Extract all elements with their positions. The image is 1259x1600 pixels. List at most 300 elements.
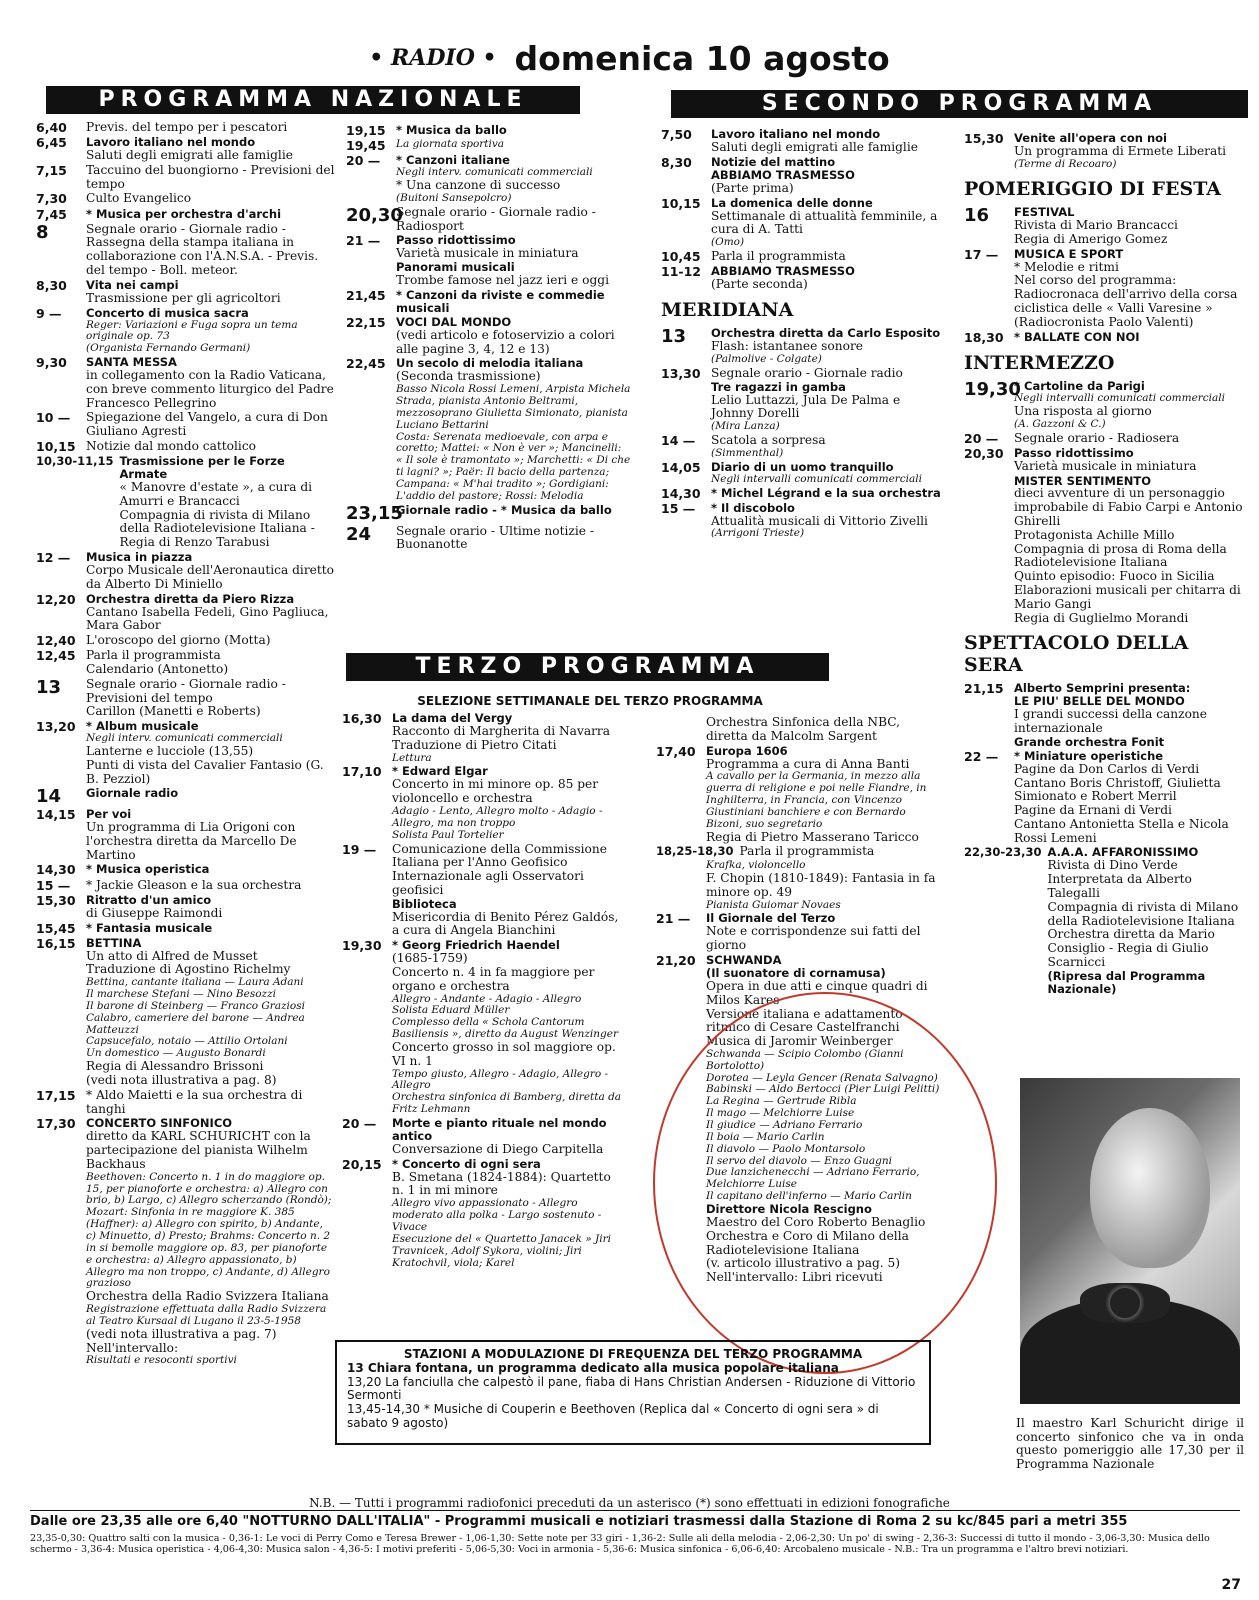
programme-text: (Radiocronista Paolo Valenti) <box>1014 314 1194 329</box>
programme-text: Culto Evangelico <box>86 191 192 206</box>
programme-body <box>396 139 631 153</box>
programme-body <box>711 197 946 249</box>
programme-entry <box>36 440 336 454</box>
programme-note: Solista Paul Tortelier <box>392 828 504 841</box>
programme-entry <box>964 447 1247 474</box>
programme-body <box>1014 447 1247 474</box>
programme-time: 14 <box>36 786 62 808</box>
programme-text: Versione italiana e adattamento ritmico di Cesare Castelfranchi <box>706 1006 903 1035</box>
programme-text: Pagine da Ernani di Verdi <box>1014 803 1172 818</box>
programme-body <box>86 649 336 677</box>
programme-time: 13,20 <box>36 719 76 735</box>
programme-entry <box>661 502 946 541</box>
programme-title: Per voi <box>86 807 132 822</box>
programme-entry <box>36 121 336 135</box>
programme-time: 17,15 <box>36 1087 76 1103</box>
programme-note: Pianista Guiomar Novaes <box>706 898 841 911</box>
programme-title: Grande orchestra Fonit <box>1014 734 1165 749</box>
programme-entry <box>36 1117 336 1367</box>
programme-entry <box>346 139 631 153</box>
programme-entry <box>36 356 336 410</box>
programme-body <box>711 502 946 541</box>
programme-title: Musica in piazza <box>86 550 193 565</box>
programme-text: Un programma di Lia Origoni con l'orchestra diretta da Marcello De Martino <box>86 820 297 862</box>
programme-body <box>711 128 946 155</box>
programme-title: MISTER SENTIMENTO <box>1014 473 1151 488</box>
programme-entry <box>36 208 336 222</box>
programme-title: Un secolo di melodia italiana <box>396 356 584 371</box>
programme-title: VOCI DAL MONDO <box>396 314 512 329</box>
programme-text: Orchestra Sinfonica della NBC, diretta da Malcolm Sargent <box>706 716 901 743</box>
programme-note: Tempo giusto, Allegro - Adagio, Allegro - Allegro <box>392 1067 609 1092</box>
programme-text: (Seconda trasmissione) <box>396 369 541 384</box>
programme-entry <box>346 206 631 234</box>
programme-text: Compagnia di prosa di Roma della Radiotelevisione Italiana <box>1014 541 1227 570</box>
programme-body <box>86 1117 336 1367</box>
programme-body <box>396 154 631 204</box>
programme-time: 21,20 <box>656 953 696 969</box>
programme-text: Orchestra della Radio Svizzera Italiana <box>86 1289 329 1304</box>
programme-title: * Georg Friedrich Haendel <box>392 938 560 953</box>
programme-body <box>392 712 624 764</box>
programme-entry <box>36 808 336 862</box>
programme-title: Orchestra diretta da Carlo Esposito <box>711 326 941 341</box>
programme-time: 15,30 <box>36 892 76 908</box>
programme-entry <box>661 156 946 196</box>
programme-entry <box>661 367 946 433</box>
programme-entry <box>346 504 631 524</box>
programme-text: * Melodie e ritmi <box>1014 259 1119 274</box>
programme-body <box>396 289 631 315</box>
programme-title: * Miniature operistiche <box>1014 748 1164 763</box>
programme-note: Allegro - Andante - Adagio - Allegro <box>392 992 582 1005</box>
programme-text: Segnale orario - Ultime notizie - Buonanotte <box>396 523 594 552</box>
programme-note: Negli intervalli comunicati commerciali <box>1014 392 1226 405</box>
programme-note: Lettura <box>392 751 432 764</box>
programme-title: CONCERTO SINFONICO <box>86 1116 233 1131</box>
programme-note: Complesso della « Schola Cantorum Basiliensis », diretto da August Wenzinger <box>392 1016 619 1041</box>
programme-text: Un programma di Ermete Liberati <box>1014 143 1227 158</box>
programme-entry <box>342 1117 624 1157</box>
programme-entry <box>661 327 946 366</box>
programme-body <box>706 716 941 744</box>
programme-title: Morte e pianto rituale nel mondo antico <box>392 1115 607 1143</box>
programme-text: Cantano Antonietta Stella e Nicola Rossi Lemeni <box>1014 816 1229 845</box>
programme-body <box>86 787 336 807</box>
programme-text: I grandi successi della canzone internazionale <box>1014 707 1207 735</box>
programme-entry <box>346 154 631 204</box>
programme-note: Bettina, cantante italiana — Laura Adani <box>86 976 304 989</box>
programme-entry <box>36 164 336 192</box>
programme-text: Segnale orario - Giornale radio - Previsioni del tempo <box>86 676 286 705</box>
programme-note: Negli intervalli comunicati commerciali <box>711 472 923 485</box>
programme-body <box>706 745 941 845</box>
programme-text: Regia di Pietro Masserano Taricco <box>706 829 919 844</box>
programme-note: Reger: Variazioni e Fuga sopra un tema originale op. 73 <box>86 318 298 343</box>
programme-title: SANTA MESSA <box>86 355 177 370</box>
programme-body <box>86 937 336 1088</box>
programme-body <box>396 206 631 234</box>
photo-bowtie <box>1080 1283 1170 1323</box>
programme-time: 21 — <box>656 911 691 927</box>
programme-body <box>86 593 336 634</box>
programme-note: Il barone di Steinberg — Franco Graziosi <box>86 999 305 1012</box>
programme-text: B. Smetana (1824-1884): Quartetto n. 1 in mi minore <box>392 1169 611 1198</box>
programme-text: Concerto n. 4 in fa maggiore per organo e orchestra <box>392 964 595 993</box>
programme-entry <box>36 634 336 648</box>
programme-title: La domenica delle donne <box>711 195 873 210</box>
programme-note: Allegro vivo appassionato - Allegro moderato alla polka - Largo sostenuto - Vivace <box>392 1197 602 1233</box>
programme-entry <box>342 843 624 939</box>
programme-title: * Edward Elgar <box>392 764 488 779</box>
programme-time: 7,15 <box>36 162 67 178</box>
programme-body <box>86 808 336 862</box>
programme-text: Nel corso del programma: Radiocronaca dell'arrivo della corsa ciclistica delle « Valli Varesine » <box>1014 273 1238 315</box>
programme-note: Costa: Serenata medioevale, con arpa e coretto; Mattei: « Non è ver »; Mancinelli: « Il sole è tramontato »; Marchetti: « Di che ti lagni? »; Paër: Il bacio della partenza; Campana: « M'hai tradito »; Gordigiani: L'addio del pastore; Rossi: Melodia <box>396 430 631 502</box>
programme-title: BETTINA <box>86 935 142 950</box>
programme-text: Cantano Isabella Fedeli, Gino Pagliuca, Mara Gabor <box>86 604 329 633</box>
programme-note: Due lanzichenecchi — Adriano Ferrario, Melchiorre Luise <box>706 1166 920 1191</box>
programme-text: Flash: istantanee sonore <box>711 339 863 354</box>
section-heading: POMERIGGIO DI FESTA <box>964 177 1222 200</box>
programme-title: Lavoro italiano nel mondo <box>711 128 881 141</box>
section-heading: SPETTACOLO DELLA SERA <box>964 632 1189 676</box>
programme-title: (Ripresa dal Programma Nazionale) <box>1047 968 1206 996</box>
programme-time: 20 — <box>342 1115 377 1131</box>
programme-text: (Parte prima) <box>711 180 794 195</box>
programme-time: 9 — <box>36 305 62 321</box>
programme-text: « Manovre d'estate », a cura di Amurri e Brancacci <box>119 480 313 508</box>
programme-text: Conversazione di Diego Carpitella <box>392 1141 604 1156</box>
programme-time: 19,15 <box>346 124 386 138</box>
programme-body <box>86 136 336 163</box>
programme-text: Settimanale di attualità femminile, a cura di A. Tatti <box>711 208 938 237</box>
programme-note: Basso Nicola Rossi Lemeni, Arpista Michela Strada, pianista Antonio Beltrami, mezzosoprano Giulietta Simionato, pianista Luciano Bettarini <box>396 383 631 431</box>
programme-entry <box>656 912 941 953</box>
programme-note: Capsucefalo, notaio — Attilio Ortolani <box>86 1035 288 1048</box>
programme-entry <box>36 863 336 877</box>
notturno-heading: Dalle ore 23,35 alle ore 6,40 "NOTTURNO DALL'ITALIA" - Programmi musicali e notiziari trasmessi dalla Stazione di Roma 2 su kc/845 pari a metri 355 <box>30 1514 1128 1529</box>
programme-title: Biblioteca <box>392 896 457 911</box>
programme-time <box>656 860 706 911</box>
programme-title: * BALLATE CON NOI <box>1014 329 1140 344</box>
programme-entry <box>36 223 336 278</box>
programme-time: 10,15 <box>661 195 701 211</box>
programme-note: Babinski — Aldo Bertocci (Pier Luigi Pelitti) <box>706 1083 940 1096</box>
programme-title: Orchestra diretta da Piero Rizza <box>86 591 295 606</box>
programme-note: Orchestra sinfonica di Bamberg, diretta da Fritz Lehmann <box>392 1091 622 1116</box>
programme-body <box>711 487 946 501</box>
programme-body <box>706 860 941 911</box>
programme-text: Note e corrispondenze sui fatti del giorno <box>706 924 921 953</box>
programme-entry <box>36 136 336 163</box>
terzo-column-a <box>342 712 624 1338</box>
programme-time: 16 <box>964 205 990 227</box>
programme-note: Dorotea — Leyla Gencer (Renata Salvagno) <box>706 1071 938 1084</box>
programme-note: Il servo del diavolo — Enzo Guagni <box>706 1154 893 1167</box>
programme-text: Elaborazioni musicali per chitarra di Mario Gangi <box>1014 582 1241 611</box>
programme-title: * Musica operistica <box>86 862 210 877</box>
nazionale-column-b <box>346 124 631 648</box>
programme-entry <box>964 475 1247 626</box>
programme-time: 24 <box>346 523 372 545</box>
programme-time: 16,15 <box>36 935 76 951</box>
programme-time: 12,20 <box>36 591 76 607</box>
programme-entry <box>964 331 1247 345</box>
programme-time: 15,45 <box>36 920 76 936</box>
programme-body <box>1014 248 1247 330</box>
programme-note: Calabro, cameriere del barone — Andrea Matteuzzi <box>86 1011 305 1036</box>
programme-note: Schwanda — Scipio Colombo (Gianni Bortolotto) <box>706 1047 904 1072</box>
programme-note: La giornata sportiva <box>396 138 505 151</box>
programme-title: Concerto di musica sacra <box>86 305 249 320</box>
programme-body <box>396 357 631 502</box>
programme-text: Concerto grosso in sol maggiore op. VI n. 1 <box>392 1039 616 1068</box>
programme-body <box>86 678 336 719</box>
programme-entry <box>346 316 631 357</box>
programme-text: Nell'intervallo: <box>86 1340 179 1355</box>
notturno-detail: 23,35-0,30: Quattro salti con la musica - 0,36-1: Le voci di Perry Como e Teresa Brewer - 1,06-1,30: Sette note per 33 giri - 1,36-2: Sulle ali della melodia - 2,06-2,30: Un po' di swing - 2,36-3: Successi di tutto il mondo - 3,06-3,30: Musica dello schermo - 3,36-4: Musica operistica - 4,06-4,30: Musica salon - 4,36-5: I motivi preferiti - 5,06-5,30: Voci in armonia - 5,36-6: Musica sinfonica - 6,06-6,40: Arcobaleno musicale - N.B.: Tra un programma e l'altro brevi notiziari. <box>30 1533 1210 1555</box>
programme-text: Protagonista Achille Millo <box>1014 527 1175 542</box>
programme-text: Regia di Amerigo Gomez <box>1014 231 1168 246</box>
programme-time: 14,30 <box>36 862 76 878</box>
programme-text: di Giuseppe Raimondi <box>86 905 223 920</box>
programme-title: * Michel Légrand e la sua orchestra <box>711 485 941 500</box>
programme-entry <box>36 411 336 439</box>
programme-time: 23,15 <box>346 502 403 524</box>
programme-body <box>86 863 336 877</box>
programme-note: (Mira Lanza) <box>711 420 780 433</box>
programme-text: Parla il programmista <box>86 648 221 663</box>
programme-entry <box>661 434 946 460</box>
programme-title: Venite all'opera con noi <box>1014 132 1167 145</box>
programme-entry <box>36 1089 336 1117</box>
programme-text: Nell'intervallo: Libri ricevuti <box>706 1270 883 1285</box>
programme-time: 12,45 <box>36 648 76 664</box>
programme-text: Calendario (Antonetto) <box>86 662 229 677</box>
programme-entry <box>36 894 336 921</box>
programme-text: Traduzione di Pietro Citati <box>392 737 557 752</box>
programme-entry <box>36 279 336 306</box>
programme-body <box>396 504 631 524</box>
secondo-column-b <box>964 132 1247 1072</box>
programme-body <box>86 208 336 222</box>
programme-text: Segnale orario - Giornale radio - Radiosport <box>396 204 596 233</box>
programme-body <box>711 265 946 292</box>
programme-title: Giornale radio <box>86 786 179 801</box>
programme-entry <box>36 922 336 936</box>
footer-rule <box>30 1510 1240 1511</box>
programme-text: * Aldo Maietti e la sua orchestra di tanghi <box>86 1087 303 1116</box>
programme-entry <box>346 289 631 315</box>
programme-text: L'oroscopo del giorno (Motta) <box>86 633 271 648</box>
programme-text: Regia di Alessandro Brissoni <box>86 1059 264 1074</box>
terzo-subtitle: SELEZIONE SETTIMANALE DEL TERZO PROGRAMMA <box>417 694 763 708</box>
programme-text: Varietà musicale in miniatura <box>1014 458 1197 473</box>
programme-entry <box>661 265 946 292</box>
programme-note: Il marchese Stefani — Nino Besozzi <box>86 988 276 1001</box>
masthead <box>0 40 1259 77</box>
programme-body <box>86 922 336 936</box>
programme-body <box>392 939 624 1116</box>
programme-body <box>392 1158 624 1270</box>
programme-time: 19 — <box>342 841 377 857</box>
programme-text: Maestro del Coro Roberto Benaglio <box>706 1215 926 1230</box>
conductor-photo <box>1020 1078 1240 1404</box>
programme-body <box>1014 432 1247 446</box>
programme-note: Il boia — Mario Carlin <box>706 1130 825 1143</box>
programme-note: (Organista Fernando Germani) <box>86 342 251 355</box>
programme-note: (A. Gazzoni & C.) <box>1014 417 1106 430</box>
programme-title: * Musica da ballo <box>396 124 507 137</box>
programme-body <box>86 1089 336 1117</box>
programme-text: Interpretata da Alberto Talegalli <box>1047 872 1192 900</box>
programme-time: 6,40 <box>36 121 67 135</box>
programme-text: Carillon (Manetti e Roberts) <box>86 704 261 719</box>
programme-entry <box>964 132 1247 171</box>
programme-text: Segnale orario - Radiosera <box>1014 430 1180 445</box>
programme-time <box>964 475 1014 626</box>
programme-title: Trasmissione per le Forze Armate <box>119 454 285 482</box>
programme-note: (Buitoni Sansepolcro) <box>396 191 512 204</box>
programme-body <box>740 845 941 859</box>
programme-entry <box>964 750 1247 846</box>
programme-title: Passo ridottissimo <box>1014 445 1134 460</box>
programme-entry <box>342 1158 624 1270</box>
programme-text: Una risposta al giorno <box>1014 403 1152 418</box>
programme-text: Segnale orario - Giornale radio - Rassegna della stampa italiana in collaborazione con l'A.N.S.A. - Previs. del tempo - Boll. meteor. <box>86 221 319 278</box>
fm-line-2: 13,20 La fanciulla che calpestò il pane, fiaba di Hans Christian Andersen - Riduzione di Vittorio Sermonti <box>347 1374 916 1403</box>
programme-text: (vedi articolo e fotoservizio a colori alle pagine 3, 4, 12 e 13) <box>396 327 615 356</box>
programme-time: 12,40 <box>36 633 76 649</box>
programme-note: (Omo) <box>711 236 745 249</box>
programme-entry <box>661 487 946 501</box>
programme-body <box>711 250 946 264</box>
programme-title: * Musica per orchestra d'archi <box>86 206 282 221</box>
programme-text: Un atto di Alfred de Musset <box>86 948 258 963</box>
programme-body <box>86 356 336 410</box>
programme-body <box>1014 331 1247 345</box>
programme-note: Krafka, violoncello <box>706 859 806 872</box>
banner-terzo: TERZO PROGRAMMA <box>346 653 829 681</box>
programme-note: (Palmolive - Colgate) <box>711 353 822 366</box>
programme-time: 6,45 <box>36 135 67 151</box>
programme-text: Rivista di Mario Brancacci <box>1014 218 1178 233</box>
programme-entry <box>661 461 946 486</box>
programme-title: Direttore Nicola Rescigno <box>706 1202 872 1217</box>
programme-text: Segnale orario - Giornale radio <box>711 365 903 380</box>
page-number: 27 <box>1221 1577 1241 1593</box>
programme-entry <box>656 954 941 1285</box>
programme-entry <box>964 846 1247 995</box>
programme-text: Pagine da Don Carlos di Verdi <box>1014 761 1200 776</box>
programme-note: Negli interv. comunicati commerciali <box>86 732 283 745</box>
secondo-column-a <box>661 128 946 648</box>
programme-title: Ritratto d'un amico <box>86 892 212 907</box>
fm-stations-box <box>335 1340 931 1445</box>
programme-text: * Jackie Gleason e la sua orchestra <box>86 877 302 892</box>
programme-entry <box>661 197 946 249</box>
programme-text: Scatola a sorpresa <box>711 433 826 448</box>
programme-time: 15 — <box>661 500 696 516</box>
programme-body <box>86 720 336 786</box>
programme-body <box>86 121 336 135</box>
programme-body <box>392 765 624 841</box>
programme-entry <box>656 745 941 845</box>
programme-title: Tre ragazzi in gamba <box>711 379 846 394</box>
programme-time: 14,15 <box>36 807 76 823</box>
programme-time: 10,45 <box>661 248 701 264</box>
programme-entry <box>656 860 941 911</box>
programme-title: Panorami musicali <box>396 260 515 275</box>
programme-text: F. Chopin (1810-1849): Fantasia in fa minore op. 49 <box>706 871 936 899</box>
programme-title: Alberto Semprini presenta: <box>1014 681 1191 696</box>
programme-text: Varietà musicale in miniatura <box>396 246 579 261</box>
programme-entry <box>36 192 336 206</box>
programme-entry <box>36 787 336 807</box>
programme-entry <box>36 937 336 1088</box>
programme-title: ABBIAMO TRASMESSO <box>711 264 855 279</box>
programme-time: 17,10 <box>342 764 382 780</box>
programme-entry <box>964 380 1247 430</box>
programme-text: Taccuino del buongiorno - Previsioni del tempo <box>86 162 335 191</box>
programme-entry <box>346 525 631 553</box>
programme-body <box>392 843 624 939</box>
programme-body <box>1014 475 1247 626</box>
programme-title: ABBIAMO TRASMESSO <box>711 167 855 182</box>
programme-note: Solista Eduard Müller <box>392 1004 510 1017</box>
programme-entry <box>36 678 336 719</box>
programme-entry <box>342 939 624 1116</box>
programme-time: 20 — <box>964 430 999 446</box>
programme-entry <box>342 712 624 764</box>
programme-body <box>86 440 336 454</box>
programme-entry <box>656 716 941 744</box>
programme-body <box>120 455 336 550</box>
programme-entry <box>661 250 946 264</box>
programme-text: Corpo Musicale dell'Aeronautica diretto da Alberto Di Miniello <box>86 563 334 591</box>
programme-time: 20,15 <box>342 1156 382 1172</box>
programme-text: (Parte seconda) <box>711 277 808 292</box>
programme-time: 16,30 <box>342 712 382 726</box>
programme-text: (vedi nota illustrativa a pag. 7) <box>86 1326 277 1341</box>
programme-entry <box>346 124 631 138</box>
programme-body <box>711 156 946 196</box>
photo-face <box>1090 1108 1210 1268</box>
masthead-radio: • RADIO • <box>369 45 497 72</box>
programme-body <box>86 551 336 592</box>
banner-nazionale: PROGRAMMA NAZIONALE <box>46 86 580 114</box>
programme-time: 13 <box>36 676 62 698</box>
programme-body <box>711 461 946 486</box>
programme-text: Spiegazione del Vangelo, a cura di Don Giuliano Agresti <box>86 410 328 439</box>
programme-time: 21 — <box>346 233 381 249</box>
programme-time: 10,15 <box>36 439 76 455</box>
programme-entry <box>36 720 336 786</box>
programme-time: 14 — <box>661 433 696 449</box>
programme-body <box>1014 682 1247 749</box>
programme-text: Orchestra diretta da Mario Consiglio - Regia di Giulio Scarnicci <box>1047 927 1215 969</box>
programme-note: Esecuzione del « Quartetto Janacek » Jiri Travnicek, Adolf Sykora, violini; Jiri Kratochvil, viola; Karel <box>392 1232 612 1269</box>
programme-body <box>86 411 336 439</box>
programme-title: (Il suonatore di cornamusa) <box>706 966 886 980</box>
programme-text: Lanterne e lucciole (13,55) <box>86 744 254 759</box>
programme-note: A cavallo per la Germania, in mezzo alla guerra di religione e poi nelle Fiandre, in Inghilterra, in Francia, con Vincenzo Giustiniani banchiere e con Bernardo Bizoni, suo segretario <box>706 770 927 830</box>
programme-title: Lavoro italiano nel mondo <box>86 135 256 150</box>
programme-text: Musica di Jaromir Weinberger <box>706 1034 893 1049</box>
programme-time: 7,30 <box>36 191 67 207</box>
programme-note: Risultati e resoconti sportivi <box>86 1354 237 1367</box>
